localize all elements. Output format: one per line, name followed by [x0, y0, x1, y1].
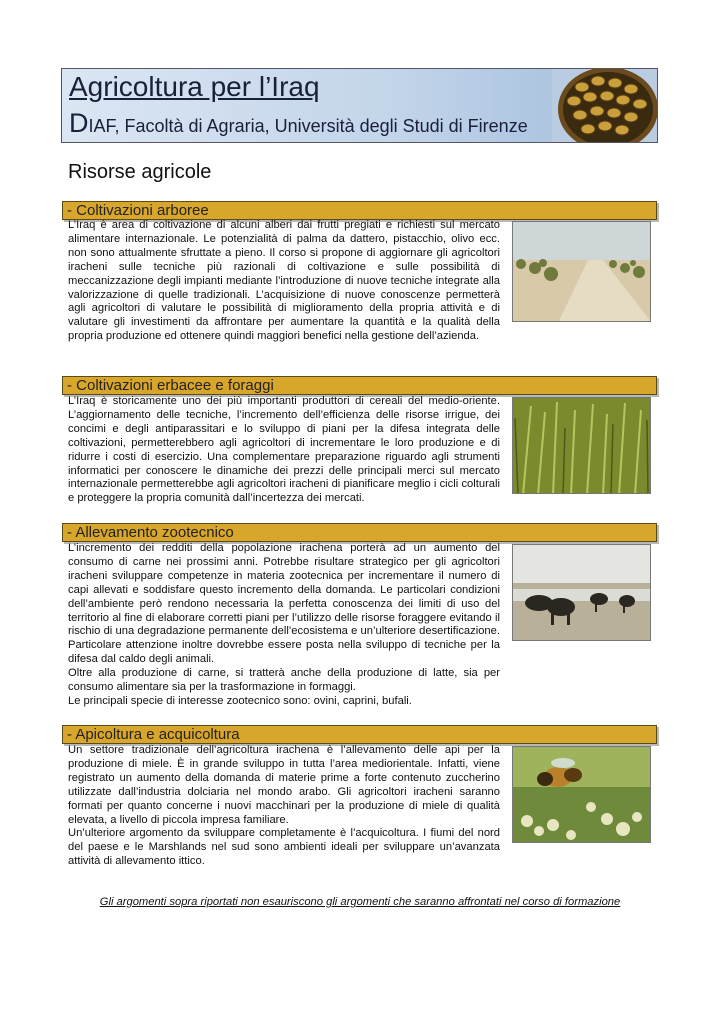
beans-bowl-image [552, 69, 657, 142]
wheat-field-photo [512, 397, 651, 494]
buffalo-photo [512, 544, 651, 641]
header-banner [61, 68, 658, 143]
section-heading-field-crops: - Coltivazioni erbacee e foraggi [62, 376, 657, 395]
document-title: Agricoltura per l’Iraq [69, 71, 320, 102]
subtitle-text: IAF, Facoltà di Agraria, Università degli Studi di Firenze [88, 116, 528, 136]
subtitle-initial: D [69, 108, 89, 138]
paragraph: Oltre alla produzione di carne, si tratterà anche della produzione di latte, sia per consumo alimentare sia per la trasformazione in formaggi. [68, 667, 500, 694]
section-heading-livestock: - Allevamento zootecnico [62, 523, 657, 542]
section-text-field-crops [68, 395, 500, 506]
paragraph: Un settore tradizionale dell’agricoltura irachena è l’allevamento delle api per la produzione di miele. È in grande sviluppo in tutta l’area mediorientale. Infatti, viene registrato un aumento della domanda di materie prime a forte contenuto zuccherino utilizzate dall’industria dolciaria nel mondo arabo. Gli agricoltori iracheni saranno formati per quanto concerne i nuovi macchinari per la produzione di miele di qualità elevata, a livello di piccola impresa familiare. [68, 744, 500, 826]
footer-note: Gli argomenti sopra riportati non esauriscono gli argomenti che saranno affrontati nel corso di formazione [99, 896, 621, 908]
bee-photo [512, 746, 651, 843]
section-text-beekeeping [68, 744, 500, 869]
paragraph: L’incremento dei redditi della popolazione irachena porterà ad un aumento del consumo di carne nei prossimi anni. Potrebbe risultare strategico per gli agricoltori iracheni sviluppare competenze in materia zootecnica per incrementare il numero di capi allevati e soddisfare questo incremento della domanda. Le particolari condizioni dell’ambiente però rendono necessaria la perfetta conoscenza dei limiti di uso del territorio al fine di elaborare corretti piani per l’utilizzo delle risorse foraggere evitando il rischio di una degradazione permanente dell’ecosistema e un’ulteriore desertificazione. Particolare attenzione inoltre dovrebbe essere posta nella sviluppo di tecniche per la difesa dal caldo degli animali. [68, 542, 500, 666]
section-text-livestock [68, 542, 500, 709]
document-subtitle [69, 108, 528, 138]
main-heading: Risorse agricole [68, 161, 212, 183]
section-heading-beekeeping: - Apicoltura e acquicoltura [62, 725, 657, 744]
paragraph: L’Iraq è storicamente uno dei più importanti produttori di cereali del medio-oriente. L’aggiornamento delle tecniche, l’incremento dell’efficienza delle risorse irrigue, dei concimi e degli antiparassitari e lo sviluppo di piani per la difesa integrata delle coltivazioni, permetterebbero agli agricoltori di incrementare le loro produzione e di ridurre i costi di esercizio. Una complementare preparazione riguardo agli strumenti informatici per conoscere le dinamiche dei prezzi delle principali merci sul mercato internazionale permetterebbe agli agricoltori iracheni di pianificare meglio i cicli colturali e proteggere la propria comunità dall’incertezza dei mercati. [68, 395, 500, 505]
paragraph: Le principali specie di interesse zootecnico sono: ovini, caprini, bufali. [68, 694, 412, 707]
section-text-tree-crops [68, 219, 500, 344]
paragraph: L’Iraq è area di coltivazione di alcuni alberi dai frutti pregiati e richiesti sul mercato alimentare internazionale. Le potenzialità di palma da dattero, pistacchio, olivo ecc. non sono attualmente sfruttate a pieno. Il corso si propone di aggiornare gli agricoltori iracheni sulle tecniche più razionali di coltivazione e sulle possibilità di meccanizzazione degli impianti mediante l’introduzione di nuove tecniche integrate alla valorizzazione di quelle tradizionali. L’acquisizione di nuove conoscenze permetterà agli agricoltori di valutare le possibilità di miglioramento della propria attività e di valutare gli investimenti da affrontare per aumentare la quantità e la qualità della propria produzione ed ottenere quindi maggiori benefici nella gestione dell’azienda. [68, 219, 500, 343]
orchard-photo [512, 221, 651, 322]
section-heading-tree-crops: - Coltivazioni arboree [62, 201, 657, 220]
paragraph: Un’ulteriore argomento da sviluppare completamente è l’acquicoltura. I fiumi del nord del paese e le Marshlands nel sud sono ambienti ideali per sviluppare un’avanzata attività di allevamento ittico. [68, 827, 500, 868]
